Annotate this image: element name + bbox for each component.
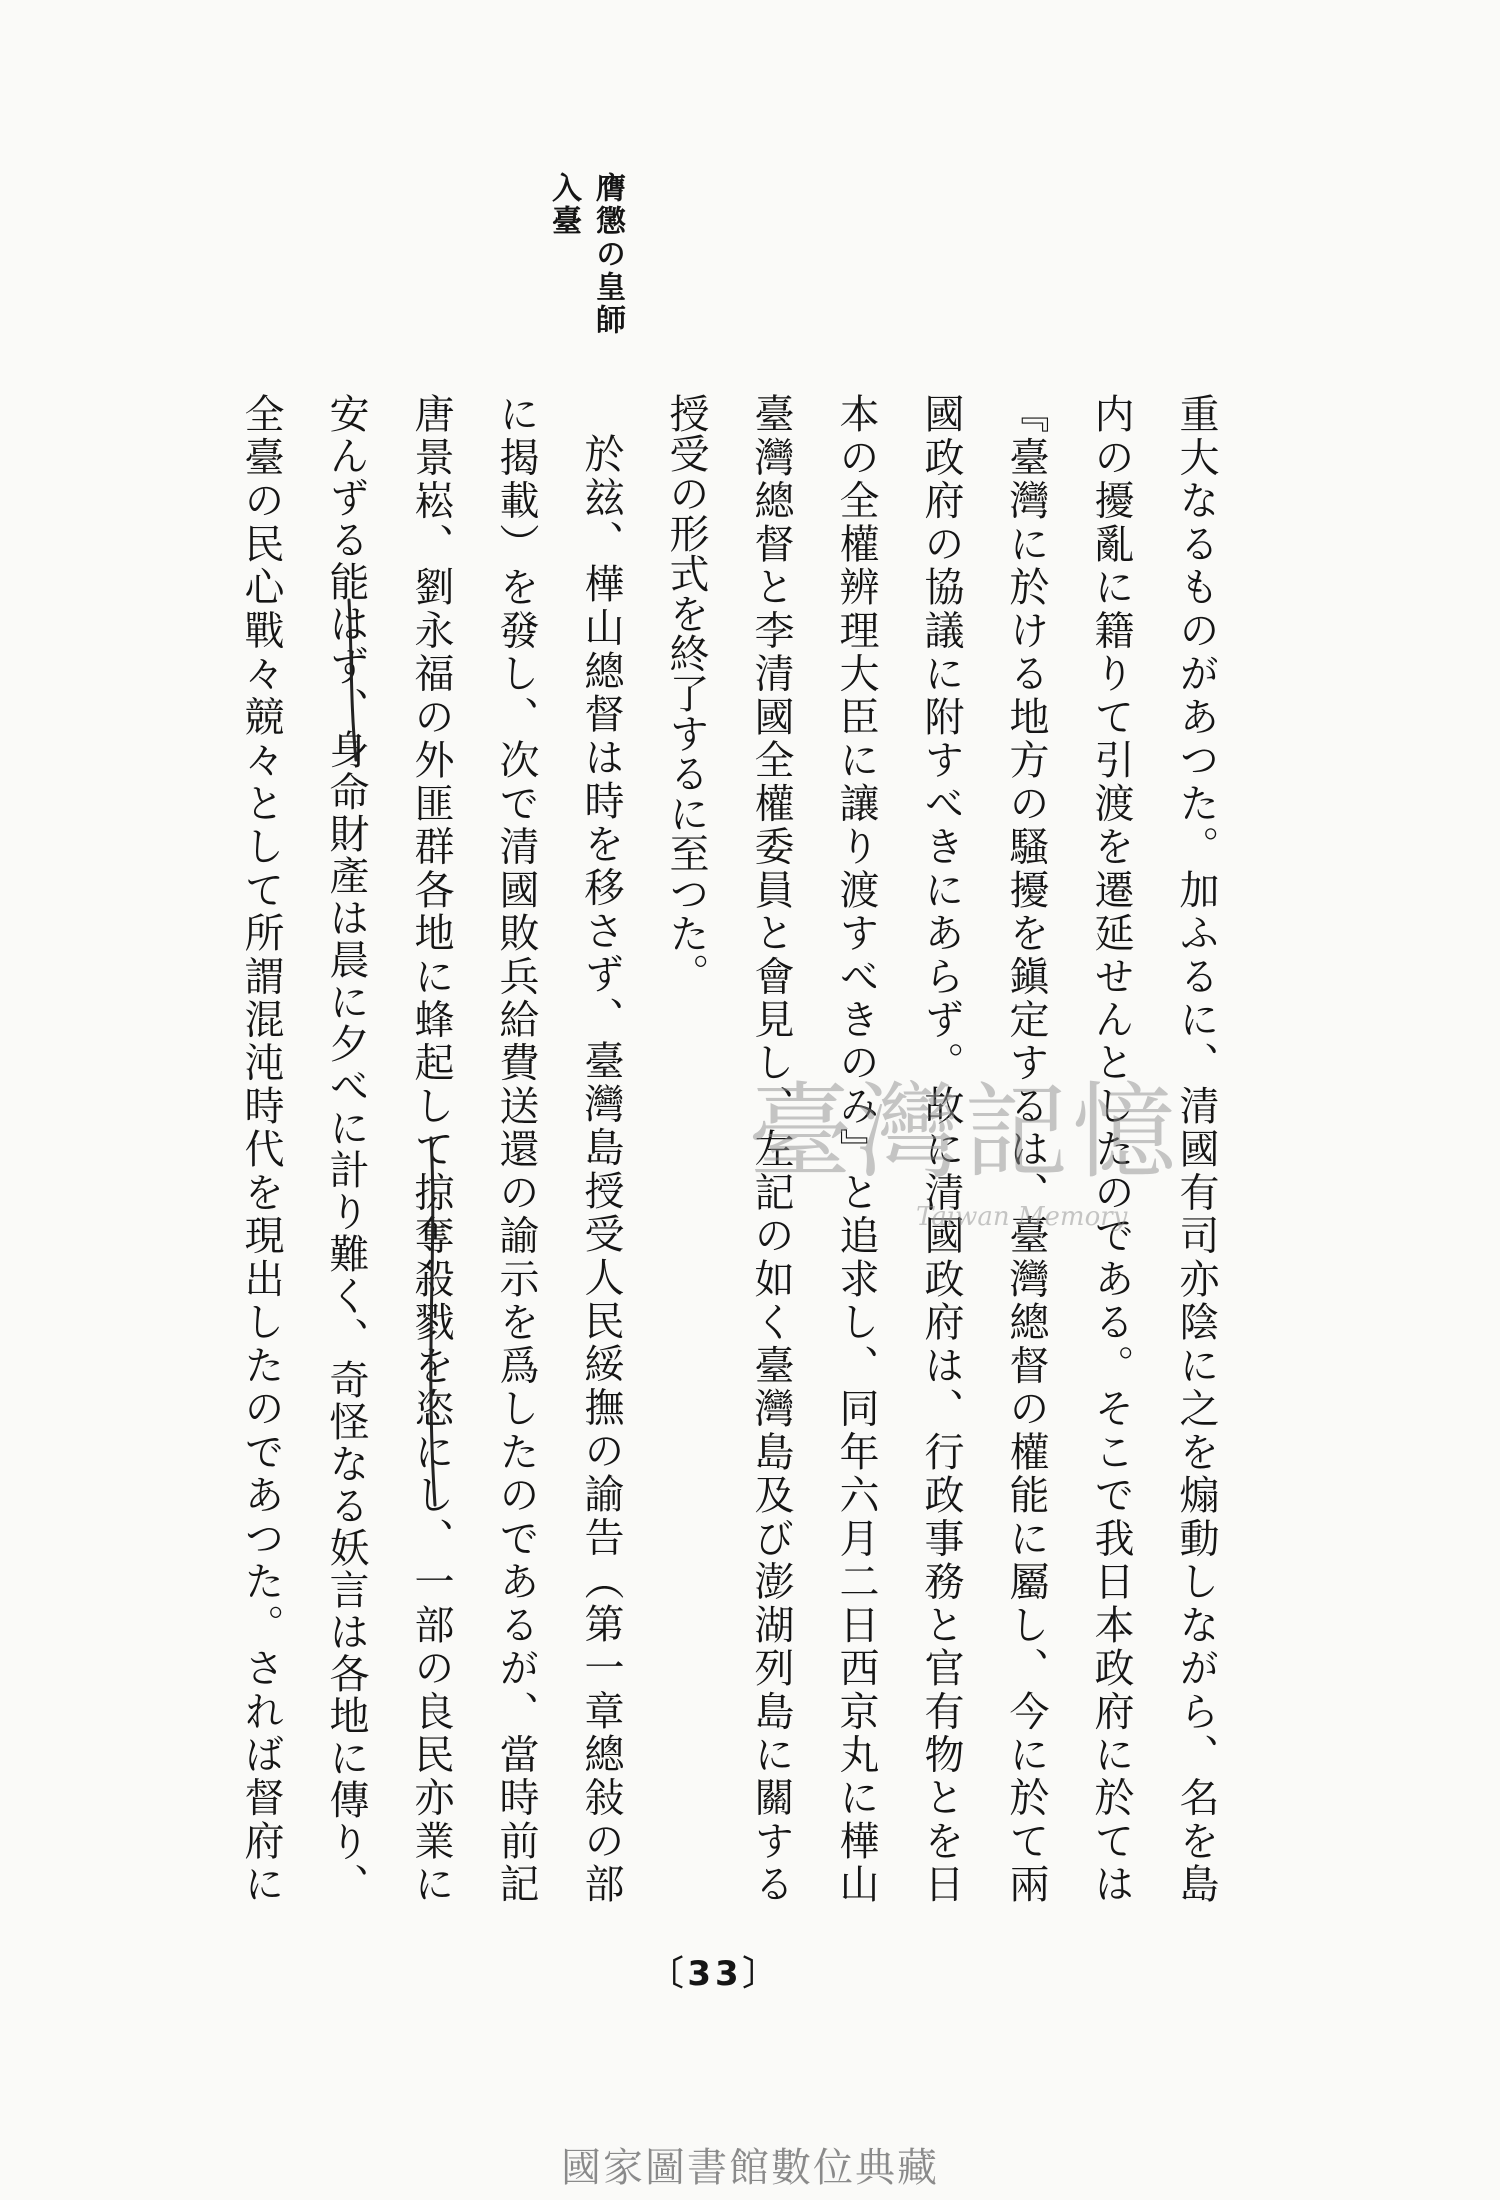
footer-credit: 國家圖書館數位典藏 [561,2145,939,2191]
text-column: 唐景崧、劉永福の外匪群各地に蜂起して掠奪殺戮を恣にし、一部の良民亦業に [408,393,454,1903]
page-number: 〔33〕 [649,1954,781,1994]
heading-line: 膺懲の皇師 [590,172,625,337]
text-column-paragraph-start: 於玆、樺山總督は時を移さず、臺灣島授受人民綏撫の諭告（第一章總敍の部 [578,433,624,1903]
text-column: 安んずる能はず、身命財產は晨に夕べに計り難く、奇怪なる妖言は各地に傳り、 [323,393,369,1903]
text-column: 國政府の協議に附すべきにあらず。故に清國政府は、行政事務と官有物とを日 [918,393,964,1903]
text-column: に揭載）を發し、次で清國敗兵給費送還の諭示を爲したのであるが、當時前記 [493,393,539,1903]
heading-line: 入臺 [546,172,581,238]
text-column: 『臺灣に於ける地方の騷擾を鎭定するは、臺灣總督の權能に屬し、今に於て兩 [1003,393,1049,1903]
marginal-heading [541,172,629,337]
watermark-subtitle: Taiwan Memory [916,1202,1128,1232]
text-column: 内の擾亂に籍りて引渡を遷延せんとしたのである。そこで我日本政府に於ては [1088,393,1134,1903]
text-column-paragraph-end: 授受の形式を終了するに至つた。 [663,393,709,993]
text-column: 本の全權辨理大臣に讓り渡すべきのみ』と追求し、同年六月二日西京丸に樺山 [833,393,879,1903]
watermark-title: 臺灣記憶 [748,1071,1181,1193]
text-column: 重大なるものがあつた。加ふるに、清國有司亦陰に之を煽動しながら、名を島 [1173,393,1219,1903]
body-text [218,393,1238,1903]
text-column: 臺灣總督と李清國全權委員と會見し、左記の如く臺灣島及び澎湖列島に關する [748,393,794,1903]
text-column: 全臺の民心戰々競々として所謂混沌時代を現出したのであつた。されば督府に [238,393,284,1903]
